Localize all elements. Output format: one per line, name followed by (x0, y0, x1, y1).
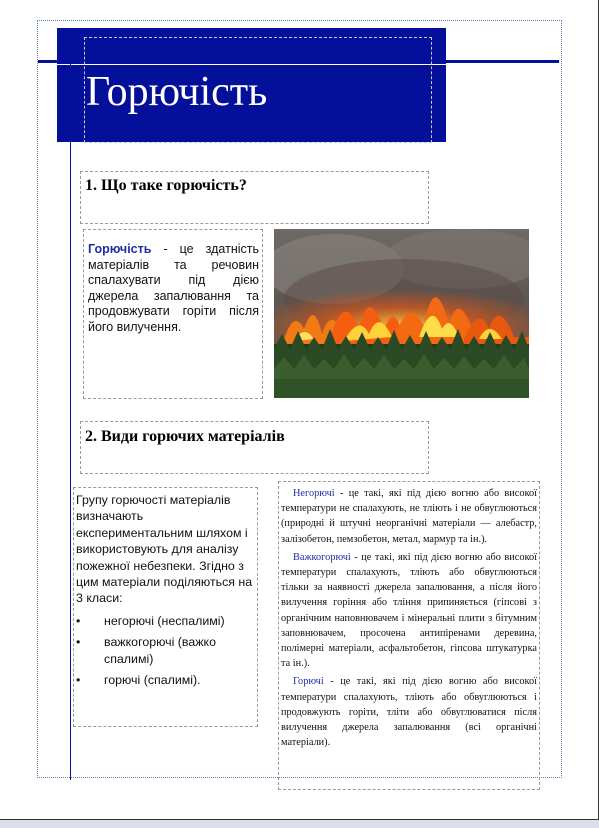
definition-text: - це такі, які під дією вогню або високої температури спалахують, тліють або обвуглюються і продовжують горіти, тліти або обвуглюватися після вилучення джерела запалювання (всі органічні матеріали). (281, 676, 537, 749)
bullet-icon: • (76, 613, 81, 628)
definition-text: - це такі, які під дією вогню або високої температури спалахують, тліють або обвуглюються тільки за наявності джерела запалювання, а після його вилучення горіння або тління припиняється (гіпсові з органічним наповнювачем і мінеральні плити з бітумним заповнювачем, просочена антипіренами деревина, полімерні матеріали, асфальтобетон, гіпсова штукатурка та ін.). (281, 551, 537, 670)
section-2-heading: 2. Види горючих матеріалів (85, 428, 285, 445)
forest-fire-photo-icon (274, 229, 529, 398)
list-item-label: горючі (спалимі). (104, 673, 201, 688)
page-title: Горючість (86, 69, 268, 115)
bottom-scrollbar-edge (0, 820, 599, 828)
definition-term: Важкогорючі (293, 551, 351, 563)
definition-goryuchi (281, 674, 537, 750)
definition-vazhkogoryuchi (281, 550, 537, 672)
intro-text: - це здатність матеріалів та речовин спалахувати під дією джерела запалювання та продовжувати горіти після його вилучення. (88, 242, 259, 334)
groups-content (76, 492, 254, 693)
list-item (76, 613, 254, 629)
definition-term: Горючі (293, 676, 324, 688)
intro-paragraph (88, 242, 259, 335)
definition-negoryuchi (281, 486, 537, 547)
left-rule (70, 28, 71, 780)
section-1-heading: 1. Що таке горючість? (85, 177, 247, 194)
bullet-icon: • (76, 673, 81, 688)
definition-text: - це такі, які під дією вогню або високої температури не спалахують, не тліють і не обвуглюються (природні й штучні неорганічні матеріали — алебастр, залізобетон, пемзобетон, метал, мармур та ін.). (281, 488, 537, 545)
groups-list (76, 613, 254, 689)
list-item-label: важкогорючі (важко спалимі) (104, 635, 216, 666)
intro-term: Горючість (88, 242, 152, 256)
definition-term: Негорючі (293, 488, 335, 499)
list-item-label: негорючі (неспалимі) (104, 613, 225, 628)
bullet-icon: • (76, 635, 81, 650)
list-item (76, 672, 254, 688)
definitions-content (281, 486, 537, 750)
list-item (76, 634, 254, 667)
forest-fire-photo (274, 229, 529, 398)
groups-intro-text: Групу горючості матеріалів визначають експериментальним шляхом і використовують для аналізу пожежної небезпеки. Згідно з цим матеріали поділяються на 3 класи: (76, 493, 253, 606)
